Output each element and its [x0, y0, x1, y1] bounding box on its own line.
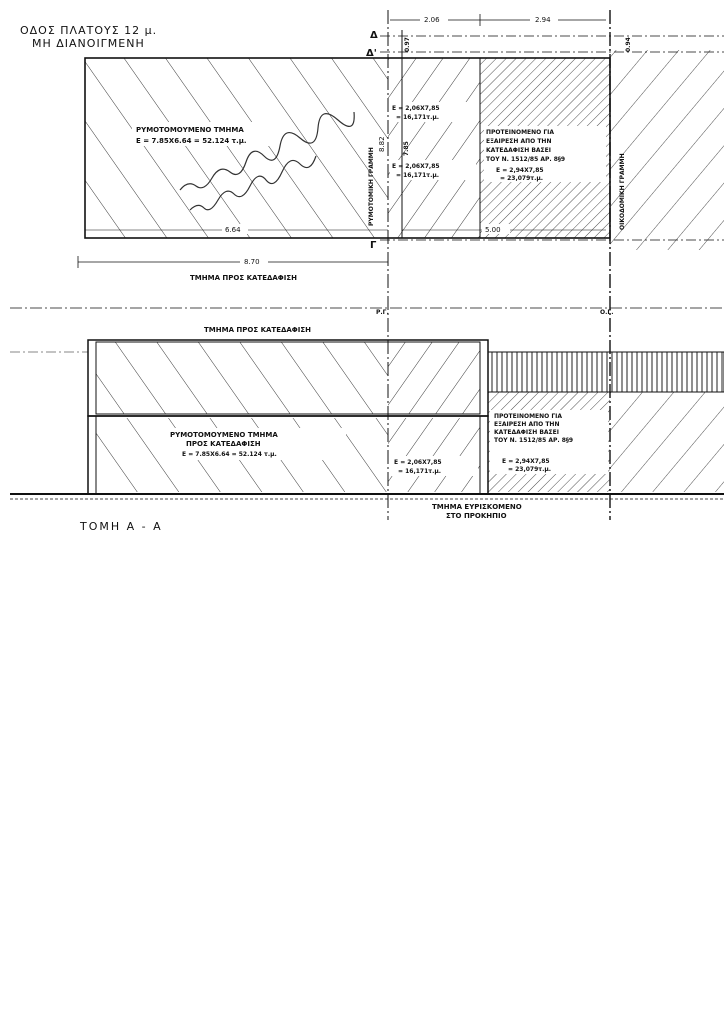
right-zone-line2: ΕΞΑΙΡΕΣΗ ΑΠΟ ΤΗΝ	[486, 138, 552, 145]
mid-lower-formula: Ε = 2,06Χ7,85	[392, 163, 440, 170]
right-zone-line4: ΤΟΥ Ν. 1512/85 ΑΡ. 8§9	[486, 156, 566, 163]
mid-lower-area: = 16,171τ.μ.	[396, 172, 440, 179]
section-upper-left	[96, 342, 388, 414]
mid-upper-formula: Ε = 2,06Χ7,85	[392, 105, 440, 112]
section-title: ΤΟΜΗ Α - Α	[80, 520, 163, 533]
dim-side-1: 0.97	[404, 37, 411, 52]
marker-delta-prime: Δ'	[366, 48, 377, 59]
plan-demolition-label: ΤΜΗΜΑ ΠΡΟΣ ΚΑΤΕΔΑΦΙΣΗ	[190, 274, 298, 282]
label-rg: Ρ.Γ.	[376, 309, 389, 316]
left-zone-area: Ε = 7.85Χ6.64 = 52.124 τ.μ.	[136, 137, 247, 145]
section-lower-mid	[388, 418, 480, 492]
section-mid-area: = 16,171τ.μ.	[398, 468, 442, 475]
marker-delta: Δ	[370, 30, 378, 41]
dim-bottom-left: 6.64	[225, 226, 241, 234]
section-upper-mid	[388, 342, 480, 414]
street-title: ΟΔΟΣ ΠΛΑΤΟΥΣ 12 μ.	[20, 24, 158, 37]
right-zone-area: = 23,079τ.μ.	[500, 175, 544, 182]
section-right-area: = 23,079τ.μ.	[508, 466, 552, 473]
plan-neighbor-zone	[610, 50, 724, 250]
section-right-line4: ΤΟΥ Ν. 1512/85 ΑΡ. 8§9	[494, 437, 574, 444]
mid-upper-area: = 16,171τ.μ.	[396, 114, 440, 121]
marker-gamma: Γ	[370, 240, 377, 251]
section-right-line2: ΕΞΑΙΡΕΣΗ ΑΠΟ ΤΗΝ	[494, 421, 560, 428]
street-subtitle: ΜΗ ΔΙΑΝΟΙΓΜΕΝΗ	[32, 37, 145, 50]
section-bottom-label-1: ΤΜΗΜΑ ΕΥΡΙΣΚΟΜΕΝΟ	[432, 503, 522, 511]
right-zone-line3: ΚΑΤΕΔΑΦΙΣΗ ΒΑΣΕΙ	[486, 147, 551, 154]
section-left-area: Ε = 7.85Χ6.64 = 52.124 τ.μ.	[182, 451, 277, 458]
section-bottom-label-2: ΣΤΟ ΠΡΟΚΗΠΙΟ	[446, 512, 507, 520]
dim-side-2: 0.94	[625, 37, 632, 52]
section-mid-formula: Ε = 2,06Χ7,85	[394, 459, 442, 466]
section-neighbor	[610, 392, 724, 492]
dim-bottom-right: 5.00	[485, 226, 501, 234]
label-og: Ο.Γ.	[600, 309, 614, 316]
regulatory-line-label: ΡΥΜΟΤΟΜΙΚΗ ΓΡΑΜΜΗ	[368, 147, 375, 226]
plan-left-zone	[85, 58, 388, 238]
dim-overall: 8.70	[244, 258, 260, 266]
right-zone-formula: Ε = 2,94Χ7,85	[496, 167, 544, 174]
section-left-title: ΡΥΜΟΤΟΜΟΥΜΕΝΟ ΤΜΗΜΑ	[170, 431, 278, 439]
section-view	[10, 309, 724, 533]
section-top-label: ΤΜΗΜΑ ΠΡΟΣ ΚΑΤΕΔΑΦΙΣΗ	[204, 326, 312, 334]
left-zone-title: ΡΥΜΟΤΟΜΟΥΜΕΝΟ ΤΜΗΜΑ	[136, 126, 244, 134]
building-line-label: ΟΙΚΟΔΟΜΙΚΗ ΓΡΑΜΜΗ	[619, 153, 626, 230]
section-upper-right	[488, 352, 724, 392]
dim-top-right: 2.94	[535, 16, 551, 24]
section-right-line3: ΚΑΤΕΔΑΦΙΣΗ ΒΑΣΕΙ	[494, 429, 559, 436]
section-right-line1: ΠΡΟΤΕΙΝΟΜΕΝΟ ΓΙΑ	[494, 413, 563, 420]
section-right-formula: Ε = 2,94Χ7,85	[502, 458, 550, 465]
section-left-subtitle: ΠΡΟΣ ΚΑΤΕΔΑΦΙΣΗ	[186, 440, 261, 448]
dim-height-1: 8.82	[378, 136, 386, 152]
right-zone-line1: ΠΡΟΤΕΙΝΟΜΕΝΟ ΓΙΑ	[486, 129, 555, 136]
dim-height-2: 7.85	[403, 141, 410, 156]
dim-top-left: 2.06	[424, 16, 440, 24]
